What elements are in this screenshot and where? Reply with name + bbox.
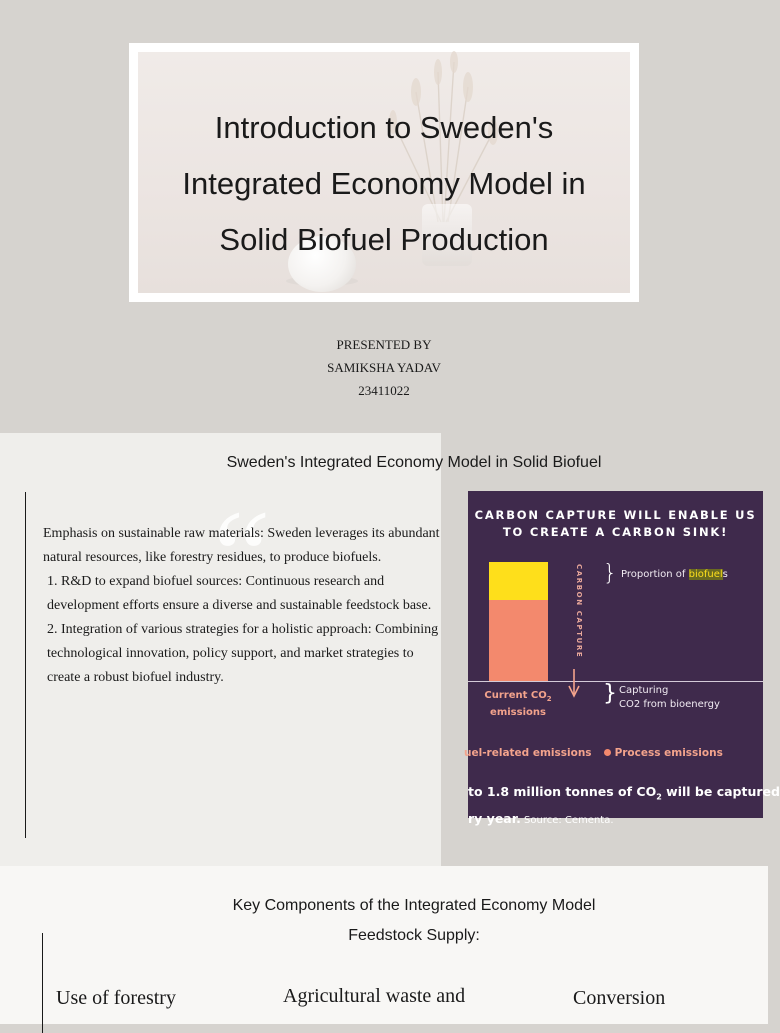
carbon-capture-infographic [464, 491, 780, 826]
brace-icon: } [603, 561, 617, 586]
body-paragraph: 1. R&D to expand biofuel sources: Continuous research and development efforts ensure a diverse and sustainable feedstock base. [47, 574, 432, 613]
component-column: Use of forestry [56, 987, 176, 1009]
footnote-text: to 1.8 million tonnes of CO [468, 784, 657, 799]
biofuel-highlight: biofuel [688, 569, 723, 580]
proportion-prefix: Proportion of [621, 569, 689, 580]
current-co2-line2: emissions [490, 707, 546, 718]
capturing-label [619, 684, 720, 712]
vertical-divider [25, 492, 26, 838]
title-card [129, 43, 639, 302]
component-column: Agricultural waste and [283, 985, 466, 1007]
title-line: Integrated Economy Model in [182, 166, 586, 201]
slide-heading [0, 891, 768, 951]
title-slide [0, 0, 768, 433]
title-background-photo [138, 52, 630, 293]
slide-body [43, 522, 448, 690]
footnote-text: will be captured [661, 784, 780, 799]
legend-item: uel-related emissions [464, 747, 592, 759]
proportion-label [621, 569, 728, 580]
heading-line: TO CREATE A CARBON SINK! [502, 525, 729, 539]
brace-icon: } [603, 681, 617, 706]
model-overview-slide [0, 433, 780, 866]
presenter-name: SAMIKSHA YADAV [327, 360, 441, 375]
heading-line: CARBON CAPTURE WILL ENABLE US [474, 508, 757, 522]
current-co2-subscript: 2 [546, 695, 552, 703]
footnote-subscript: 2 [656, 792, 662, 802]
body-paragraph: 2. Integration of various strategies for a holistic approach: Combining technological innovation, policy support, and market strategies to create a robust biofuel industry. [47, 622, 439, 685]
title-line: Solid Biofuel Production [219, 222, 549, 257]
subheading-line: Feedstock Supply: [348, 927, 480, 944]
capture-footnote [468, 781, 780, 831]
presenter-id: 23411022 [358, 383, 410, 398]
carbon-capture-axis-label: CARBON CAPTURE [575, 564, 583, 659]
legend-dot-icon [604, 749, 611, 756]
footnote-source: Source: Cementa. [520, 814, 614, 826]
current-co2-label [478, 689, 558, 720]
component-column: Conversion [573, 987, 666, 1009]
down-arrow-icon [563, 561, 583, 711]
presented-by-label: PRESENTED BY [336, 337, 432, 352]
current-co2-text: Current CO [484, 690, 547, 701]
vertical-divider [42, 933, 43, 1033]
infographic-legend [464, 747, 723, 759]
slide-title [138, 100, 630, 268]
heading-line: Key Components of the Integrated Economy Model [232, 897, 596, 914]
infographic-heading [468, 507, 763, 541]
quote-icon: “ [200, 484, 273, 628]
slide-heading: Sweden's Integrated Economy Model in Solid Biofuel [226, 454, 602, 471]
title-line: Introduction to Sweden's [214, 110, 554, 145]
key-components-slide [0, 866, 768, 1024]
emissions-bar [489, 600, 548, 681]
footnote-text: ry year. [468, 810, 521, 826]
legend-item: Process emissions [614, 747, 723, 759]
capturing-line: Capturing [619, 685, 669, 696]
presenter-info [0, 333, 768, 402]
proportion-suffix: s [722, 569, 728, 580]
body-paragraph: Emphasis on sustainable raw materials: Sweden leverages its abundant natural resources, like forestry residues, to produce biofuels. [43, 526, 440, 565]
biofuel-proportion-bar [489, 562, 548, 600]
capturing-line: CO2 from bioenergy [619, 699, 720, 710]
